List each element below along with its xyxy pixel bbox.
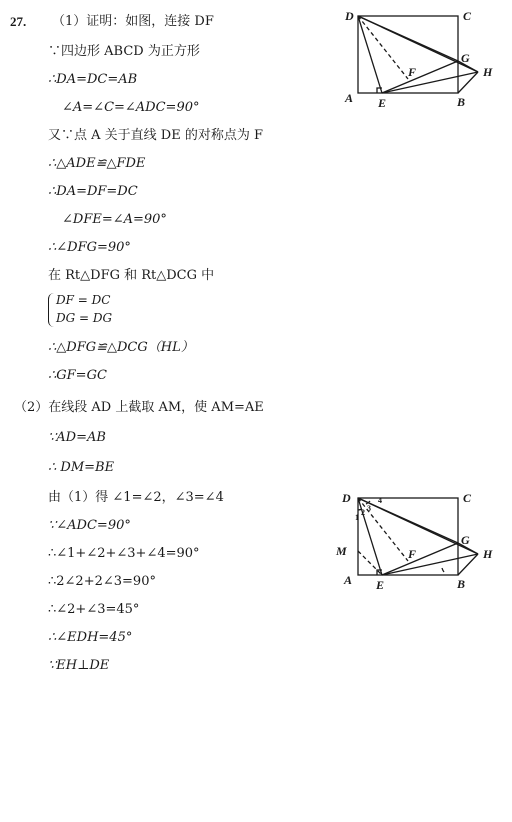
proof-line: ∴∠1+∠2+∠3+∠4=90° <box>48 546 200 561</box>
label-a: A <box>344 573 353 587</box>
proof-line: 由（1）得 ∠1=∠2，∠3=∠4 <box>48 490 224 505</box>
segment-eg <box>382 61 458 93</box>
segment-de <box>358 16 382 93</box>
label-d: D <box>345 9 354 23</box>
segment-dh <box>358 498 478 554</box>
system-row: DG = DG <box>56 311 113 325</box>
label-g: G <box>461 51 470 65</box>
geometry-figure-1 <box>335 6 505 116</box>
angle-label-2: 2 <box>361 508 365 517</box>
geometry-figure-2 <box>330 488 505 600</box>
part1-header: （1）证明：如图，连接 DF <box>52 14 214 29</box>
label-m: M <box>336 544 347 558</box>
system-row: DF = DC <box>56 293 111 307</box>
label-f: F <box>408 65 417 79</box>
segment-dh <box>358 16 478 72</box>
proof-line: ∵四边形 ABCD 为正方形 <box>48 44 200 59</box>
proof-line: ∴GF=GC <box>48 368 107 383</box>
proof-line: 在 Rt△DFG 和 Rt△DCG 中 <box>48 268 215 283</box>
proof-line: ∴DA=DF=DC <box>48 184 138 199</box>
angle-label-1: 1 <box>355 513 359 522</box>
part2-header: （2）在线段 AD 上截取 AM，使 AM=AE <box>14 400 264 415</box>
proof-line: ∴ DM=BE <box>48 460 115 475</box>
label-b: B <box>457 95 466 109</box>
proof-line: ∴△ADE≌△FDE <box>48 156 146 171</box>
angle-label-4: 4 <box>378 496 382 505</box>
proof-line: ∵EH⊥DE <box>48 658 110 673</box>
proof-line: ∵AD=AB <box>48 430 106 445</box>
angle-label-3: 3 <box>367 504 371 513</box>
segment-eh <box>382 72 478 93</box>
label-b: B <box>457 577 466 591</box>
label-c: C <box>463 9 472 23</box>
equation-system <box>48 293 168 329</box>
proof-line: ∠A=∠C=∠ADC=90° <box>62 100 200 115</box>
proof-line: ∴∠2+∠3=45° <box>48 602 140 617</box>
proof-line: 又∵点 A 关于直线 DE 的对称点为 F <box>48 128 263 143</box>
label-c: C <box>463 491 472 505</box>
proof-line: ∴2∠2+2∠3=90° <box>48 574 156 589</box>
label-e: E <box>376 578 385 592</box>
proof-line: ∴△DFG≌△DCG（HL） <box>48 340 194 355</box>
label-g: G <box>461 533 470 547</box>
proof-line: ∴∠DFG=90° <box>48 240 131 255</box>
label-a: A <box>345 91 354 105</box>
segment-df-dashed <box>358 498 408 561</box>
angle-arc <box>442 568 444 572</box>
proof-line: ∠DFE=∠A=90° <box>62 212 167 227</box>
segment-eg <box>382 543 458 575</box>
proof-line: ∴DA=DC=AB <box>48 72 138 87</box>
label-f: F <box>408 547 417 561</box>
proof-line: ∵∠ADC=90° <box>48 518 131 533</box>
label-h: H <box>483 547 493 561</box>
proof-line: ∴∠EDH=45° <box>48 630 133 645</box>
label-h: H <box>483 65 493 79</box>
segment-df-dashed <box>358 16 408 79</box>
problem-number: 27. <box>10 14 27 29</box>
label-d: D <box>342 491 351 505</box>
label-e: E <box>378 96 387 110</box>
segment-eh <box>382 554 478 575</box>
